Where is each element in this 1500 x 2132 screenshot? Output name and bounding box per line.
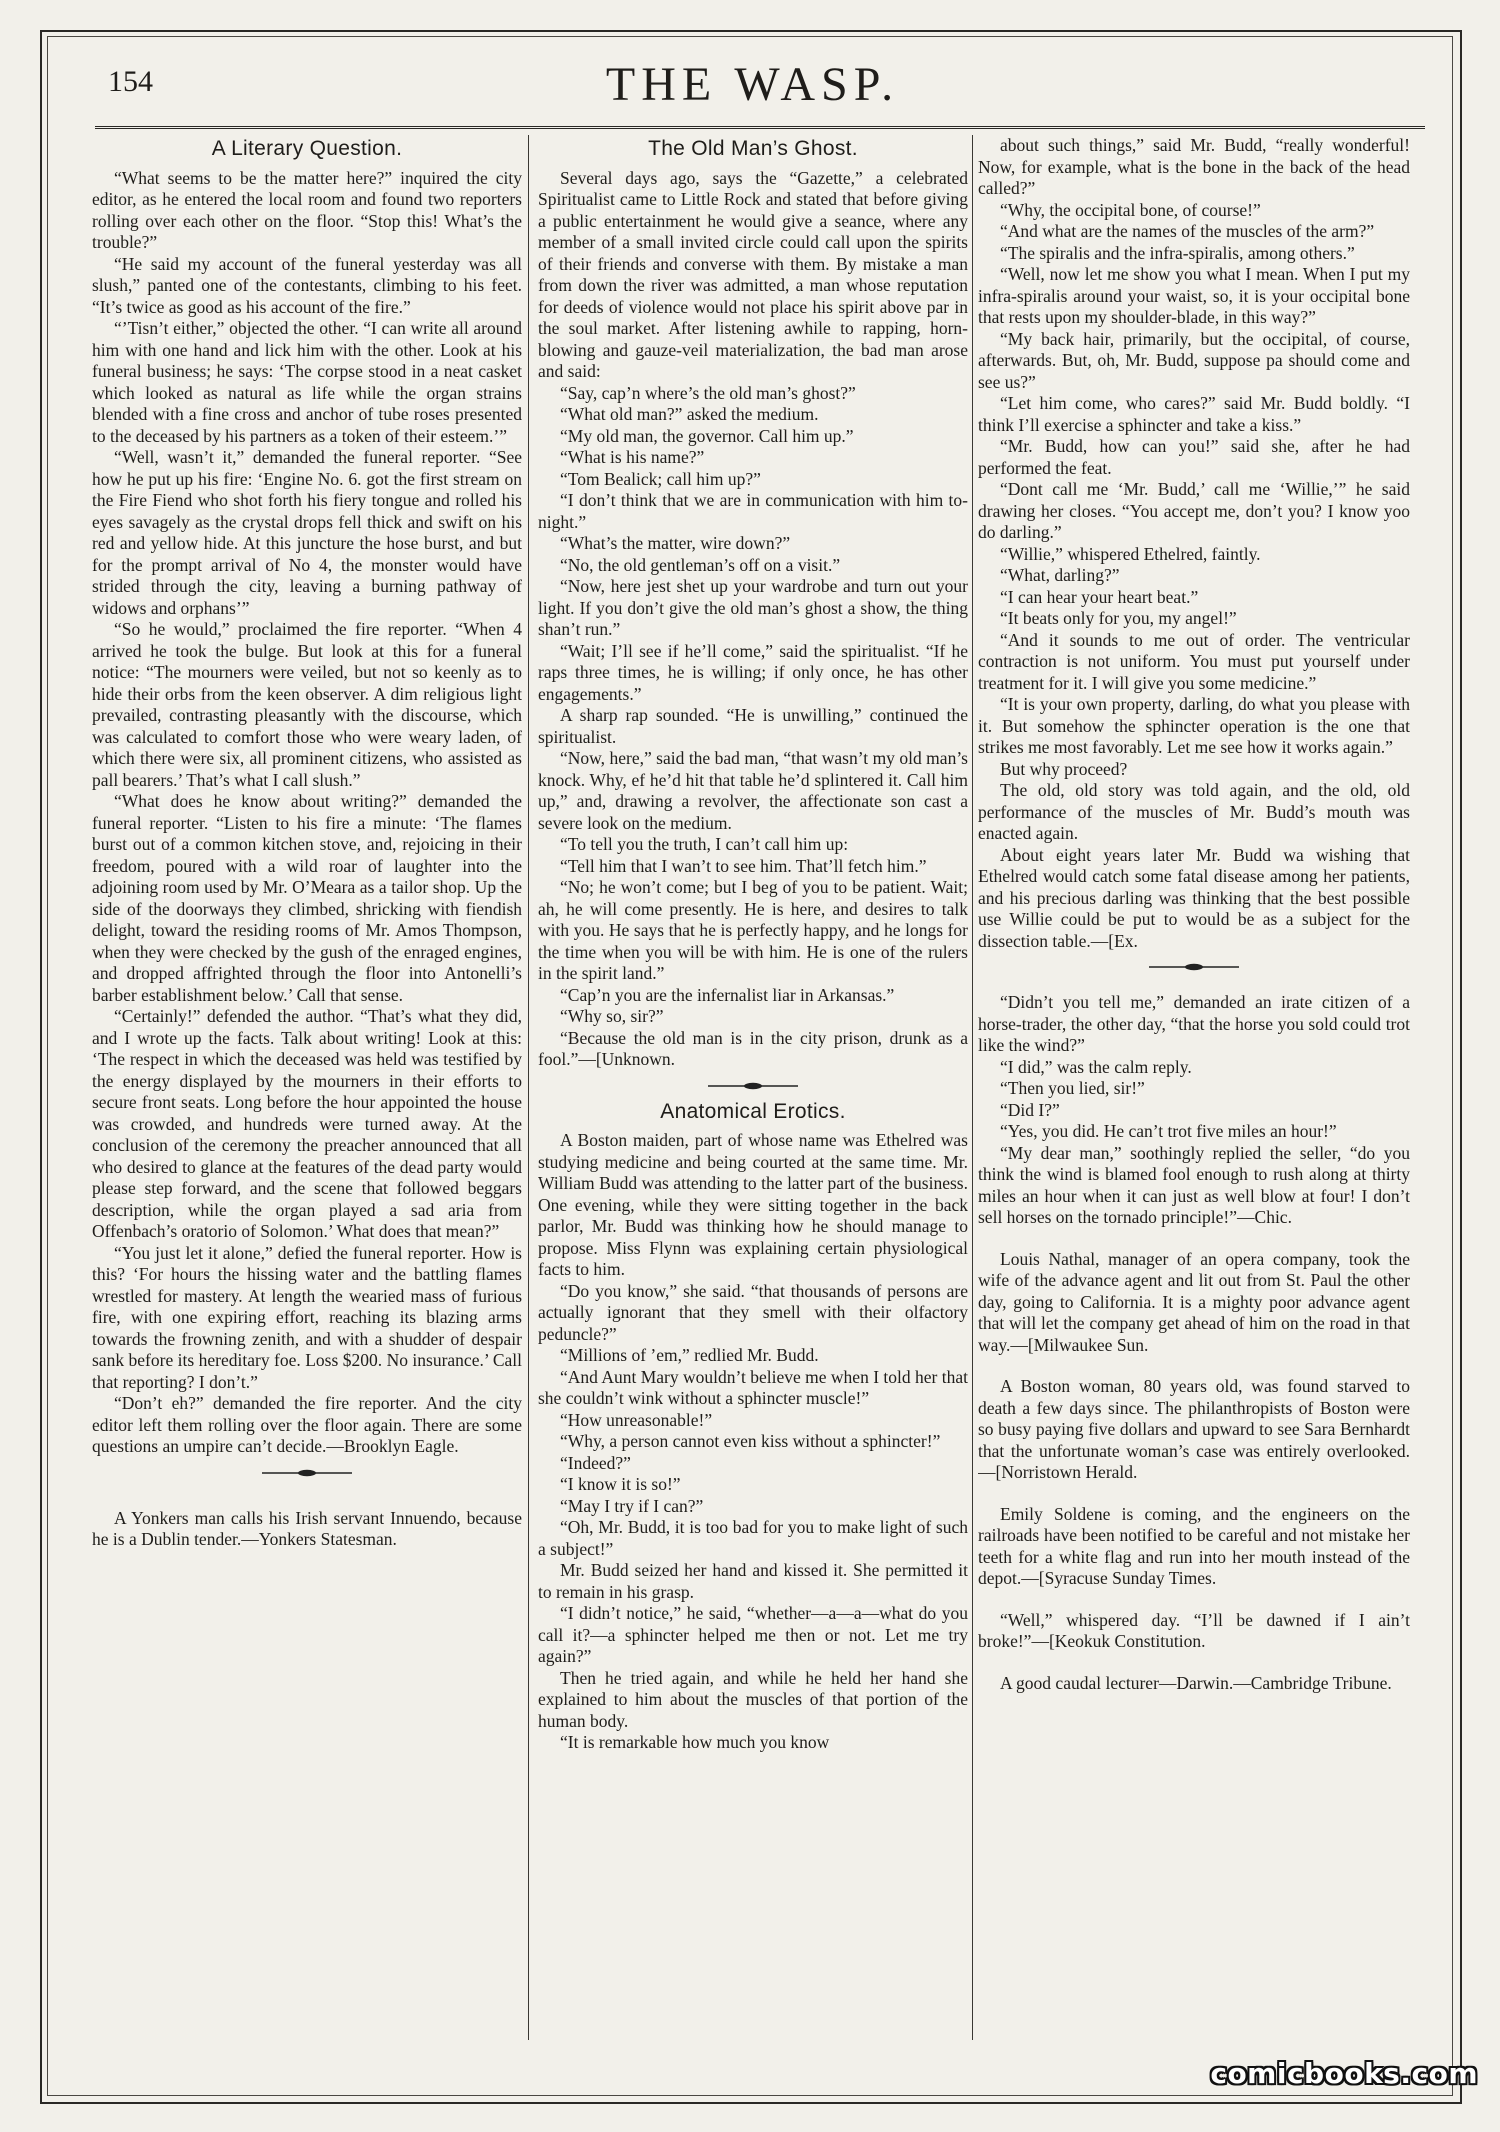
paragraph: “Millions of ’em,” redlied Mr. Budd. — [560, 1345, 819, 1365]
paragraph: “And it sounds to me out of order. The ventricular contraction is not uniform. You must put yourself under treatment for it. I will give you some medicine.” — [978, 629, 1410, 693]
paragraph: “Did I?” — [1000, 1099, 1060, 1120]
paragraph: Several days ago, says the “Gazette,” a celebrated Spiritualist came to Little Rock and stated that before giving a public entertainment he would give a seance, where any member of a small invited circle could call upon the spirits of their friends and converse with them. By mistake a man from down the river was admitted, a man whose reputation for deeds of violence would not place his spirit above par in the soul market. After listening awhile to rapping, horn-blowing and gauze-veil materialization, the bad man arose and said: — [538, 167, 968, 381]
paragraph: “Now, here,” said the bad man, “that wasn’t my old man’s knock. Why, ef he’d hit that table he’d splintered it. Call him up,” and, drawing a revolver, the affectionate son cast a severe look on the medium. — [538, 748, 968, 833]
short-item: A Boston woman, 80 years old, was found starved to death a few days since. The philanthropists of Boston were so busy paying five dollars and upward to see Sara Bernhardt that the unfortunate woman’s case was entirely overlooked.—[Norristown Herald. — [978, 1376, 1410, 1482]
column-divider — [528, 135, 529, 2040]
paragraph: “My old man, the governor. Call him up.” — [560, 425, 854, 446]
paragraph: “It is your own property, darling, do what you please with it. But somehow the sphincter operation is the one that strikes me most favorably. Let me see how it works again.” — [978, 694, 1410, 757]
paragraph: “Then you lied, sir!” — [1000, 1078, 1145, 1098]
paragraph: “You just let it alone,” defied the funeral reporter. How is this? ‘For hours the hissing water and the battling flames wrestled for mastery. At length the wearied mass of furious fire, with one expiring effort, reaching its blazing arms towards the frowning zenith, and with a shudder of despair sank before its hereditary foe. Loss $200. No insurance.’ Call that reporting? I don’t.” — [92, 1242, 522, 1392]
paragraph: “And Aunt Mary wouldn’t believe me when I told her that she couldn’t wink without a sphincter muscle!” — [538, 1366, 968, 1408]
paragraph: “I know it is so!” — [560, 1474, 681, 1494]
paragraph: “So he would,” proclaimed the fire reporter. “When 4 arrived he took the bulge. But look at this for a funeral notice: “The mourners were veiled, but not so keenly as to hide their orbs from the keen observer. A dim religious light prevailed, contrasting pleasantly with the discourse, which was calculated to comfort those who were weary laden, of which there were six, all prominent citizens, who assisted as pall bearers.’ That’s what I call slush.” — [92, 619, 522, 790]
ornament-rule — [538, 1079, 968, 1091]
short-item: Louis Nathal, manager of an opera company, took the wife of the advance agent and lit out from St. Paul the other day, going to California. It is a mighty poor advance agent that will let the company get ahead of him on the road in that way.—[Milwaukee Sun. — [978, 1248, 1410, 1355]
column-1 — [92, 135, 522, 2044]
page-number: 154 — [108, 65, 153, 98]
paragraph: “Tell him that I wan’t to see him. That’ll fetch him.” — [560, 855, 927, 876]
paragraph: about such things,” said Mr. Budd, “really wonderful! Now, for example, what is the bone in the back of the head called?” — [978, 135, 1410, 198]
paragraph: “Didn’t you tell me,” demanded an irate citizen of a horse-trader, the other day, “that the horse you sold could trot like the wind?” — [978, 992, 1410, 1055]
paragraph: “Why so, sir?” — [560, 1006, 664, 1026]
paragraph: “I can hear your heart beat.” — [1000, 586, 1199, 607]
story-title: A Literary Question. — [211, 137, 403, 160]
paragraph: “May I try if I can?” — [560, 1495, 704, 1516]
story-body — [538, 1130, 968, 1754]
paragraph: Mr. Budd seized her hand and kissed it. She permitted it to remain in his grasp. — [538, 1560, 968, 1602]
paragraph: “Certainly!” defended the author. “That’s what they did, and I wrote up the facts. Talk about writing! Look at this: ‘The respect in which the deceased was held was testified by the energy displayed by the mourners in their efforts to secure front seats. Long before the hour appointed the house was crowded, and hundreds were turned away. At the conclusion of the ceremony the preacher announced that all who desired to glance at the features of the dead party would please step forward, and the scene that followed beggars description, while the organ played a sad aria from Offenbach’s oratorio of Solomon.’ What does that mean?” — [92, 1006, 522, 1241]
story-body — [538, 168, 968, 1071]
paragraph: “The spiralis and the infra-spiralis, among others.” — [1000, 242, 1355, 263]
paragraph: “What, darling?” — [1000, 565, 1120, 585]
paragraph: “Say, cap’n where’s the old man’s ghost?” — [560, 382, 856, 403]
paragraph: “Wait; I’ll see if he’ll come,” said the spiritualist. “If he raps three times, he is willing; if only once, he has other engagements.” — [538, 640, 968, 704]
column-2 — [538, 135, 968, 2044]
paragraph: “Don’t eh?” demanded the fire reporter. And the city editor left them rolling over the floor again. There are some questions an umpire can’t decide.—Brooklyn Eagle. — [92, 1393, 522, 1456]
paragraph: About eight years later Mr. Budd wa wishing that Ethelred would catch some fatal disease among her patients, and his precious darling was thinking that the best possible use Willie could be put to would be as a subject for the dissection table.—[Ex. — [978, 844, 1410, 951]
ornament-rule — [92, 1466, 522, 1478]
paragraph: “Dont call me ‘Mr. Budd,’ call me ‘Willie,’” he said drawing her closes. “You accept me, don’t you? I know yoo do darling.” — [978, 479, 1410, 542]
paragraph: “It is remarkable how much you know — [560, 1732, 830, 1752]
page-header — [60, 55, 1445, 115]
paragraph: “What’s the matter, wire down?” — [560, 533, 791, 553]
paragraph: “I didn’t notice,” he said, “whether—a—a—what do you call it?—a sphincter helped me then or not. Let me try again?” — [538, 1603, 968, 1666]
paragraph: “What does he know about writing?” demanded the funeral reporter. “Listen to his fire a minute: ‘The flames burst out of a common kitchen stove, and, rejoicing in their freedom, poured with a wild roar of laughter into the adjoining room used by Mr. O’Meara as a tailor shop. Up the side of the doorways they climbed, shricking with fiendish delight, toward the residing rooms of Mr. Amos Thompson, when they were checked by the gush of the enraged engines, and dropped affrighted through the floor into Antonelli’s barber establishment below.’ Call that sense. — [92, 791, 522, 1005]
paragraph: “Willie,” whispered Ethelred, faintly. — [1000, 543, 1261, 564]
story-body — [92, 168, 522, 1458]
paragraph: But why proceed? — [1000, 758, 1128, 779]
header-rule — [95, 126, 1425, 129]
short-item: Emily Soldene is coming, and the engineers on the railroads have been notified to be careful and not mistake her teeth for a white flag and run into her mouth instead of the depot.—[Syracuse Sunday Times. — [978, 1503, 1410, 1588]
paragraph: Then he tried again, and while he held her hand she explained to him about the muscles of that portion of the human body. — [538, 1667, 968, 1731]
paragraph: “Well, now let me show you what I mean. When I put my infra-spiralis around your waist, so, it is your occipital bone that rests upon my shoulder-blade, in this way?” — [978, 264, 1410, 327]
paragraph: “Mr. Budd, how can you!” said she, after he had performed the feat. — [978, 436, 1410, 478]
short-item: A Yonkers man calls his Irish servant Innuendo, because he is a Dublin tender.—Yonkers Statesman. — [92, 1507, 522, 1549]
paragraph: “My back hair, primarily, but the occipital, of course, afterwards. But, oh, Mr. Budd, suppose pa should come and see us?” — [978, 328, 1410, 392]
story-body — [978, 992, 1410, 1229]
paragraph: “No; he won’t come; but I beg of you to be patient. Wait; ah, he will come presently. He is here, and desires to talk with you. He says that he is perfectly happy, and he longs for the time when you will be with him. He is one of the rulers in the spirit land.” — [538, 877, 968, 983]
paragraph: “’Tisn’t either,” objected the other. “I can write all around him with one hand and lick him with the other. Look at his funeral business; he says: ‘The corpse stood in a neat casket which looked as natural as life while the organ strains blended with a fine cross and anchor of tube roses presented to the deceased by his partners as a token of their esteem.’” — [92, 318, 522, 446]
paragraph: “How unreasonable!” — [560, 1409, 713, 1430]
paragraph: “He said my account of the funeral yesterday was all slush,” panted one of the contestants, climbing to his feet. “It’s twice as good as his account of the fire.” — [92, 253, 522, 317]
story-body — [978, 135, 1410, 952]
paragraph: “Well, wasn’t it,” demanded the funeral reporter. “See how he put up his fire: ‘Engine No. 6. got the first stream on the Fire Fiend who shot forth his fiery tongue and rolled his eyes savagely as the crystal drops fell thick and swift on his red and yellow hide. At this juncture the hose burst, and but for the prompt arrival of No 4, the monster would have strided through the city, leaving a burning pathway of widows and orphans’” — [92, 447, 522, 618]
paragraph: “Oh, Mr. Budd, it is too bad for you to make light of such a subject!” — [538, 1517, 968, 1559]
paragraph: “I don’t think that we are in communication with him to-night.” — [538, 490, 968, 532]
story-title: The Old Man’s Ghost. — [648, 137, 858, 160]
paragraph: “Do you know,” she said. “that thousands of persons are actually ignorant that they smell with their olfactory peduncle?” — [538, 1280, 968, 1344]
paragraph: “And what are the names of the muscles of the arm?” — [1000, 221, 1375, 241]
paragraph: “Why, a person cannot even kiss without a sphincter!” — [560, 1431, 941, 1451]
paragraph: “My dear man,” soothingly replied the seller, “do you think the wind is blamed fool enough to rush along at thirty miles an hour when it can just as well blow at four! I don’t sell horses on the tornado principle!”—Chic. — [978, 1142, 1410, 1227]
site-watermark: comicbooks.com — [1210, 2057, 1478, 2090]
paragraph: “I did,” was the calm reply. — [1000, 1056, 1192, 1077]
paragraph: “What old man?” asked the medium. — [560, 404, 819, 424]
paragraph: “What is his name?” — [560, 447, 705, 467]
ornament-rule — [978, 960, 1410, 972]
paragraph: “Tom Bealick; call him up?” — [560, 468, 761, 489]
paragraph: “Cap’n you are the infernalist liar in Arkansas.” — [560, 984, 895, 1005]
paragraph: “Yes, you did. He can’t trot five miles an hour!” — [1000, 1121, 1337, 1141]
paragraph: “No, the old gentleman’s off on a visit.” — [560, 554, 841, 575]
paragraph: “Indeed?” — [560, 1452, 631, 1473]
paragraph: “It beats only for you, my angel!” — [1000, 608, 1237, 628]
short-item: “Well,” whispered day. “I’ll be dawned if I ain’t broke!”—[Keokuk Constitution. — [978, 1609, 1410, 1651]
paragraph: “Now, here jest shet up your wardrobe and turn out your light. If you don’t give the old man’s ghost a show, the thing shan’t run.” — [538, 576, 968, 639]
paragraph: “Let him come, who cares?” said Mr. Budd boldly. “I think I’ll exercise a sphincter and take a kiss.” — [978, 393, 1410, 435]
paragraph: “What seems to be the matter here?” inquired the city editor, as he entered the local room and found two reporters rolling over each other on the floor. “Stop this! What’s the trouble?” — [92, 167, 522, 252]
paragraph: A Boston maiden, part of whose name was Ethelred was studying medicine and being courted at the same time. Mr. William Budd was attending to the latter part of the business. One evening, while they were sitting together in the back parlor, Mr. Budd was thinking how he should manage to propose. Miss Flynn was explaining certain physiological facts to him. — [538, 1130, 968, 1279]
paragraph: “Why, the occipital bone, of course!” — [1000, 199, 1261, 220]
masthead-title: THE WASP. — [605, 58, 900, 111]
story-title: Anatomical Erotics. — [660, 1099, 846, 1123]
column-divider — [972, 135, 973, 2040]
column-3 — [978, 135, 1410, 2044]
paragraph: “To tell you the truth, I can’t call him up: — [560, 834, 849, 854]
short-item: A good caudal lecturer—Darwin.—Cambridge Tribune. — [1000, 1672, 1392, 1693]
paragraph: The old, old story was told again, and the old, old performance of the muscles of Mr. Budd’s mouth was enacted again. — [978, 780, 1410, 843]
paragraph: A sharp rap sounded. “He is unwilling,” continued the spiritualist. — [538, 705, 968, 747]
paragraph: “Because the old man is in the city prison, drunk as a fool.”—[Unknown. — [538, 1027, 968, 1069]
